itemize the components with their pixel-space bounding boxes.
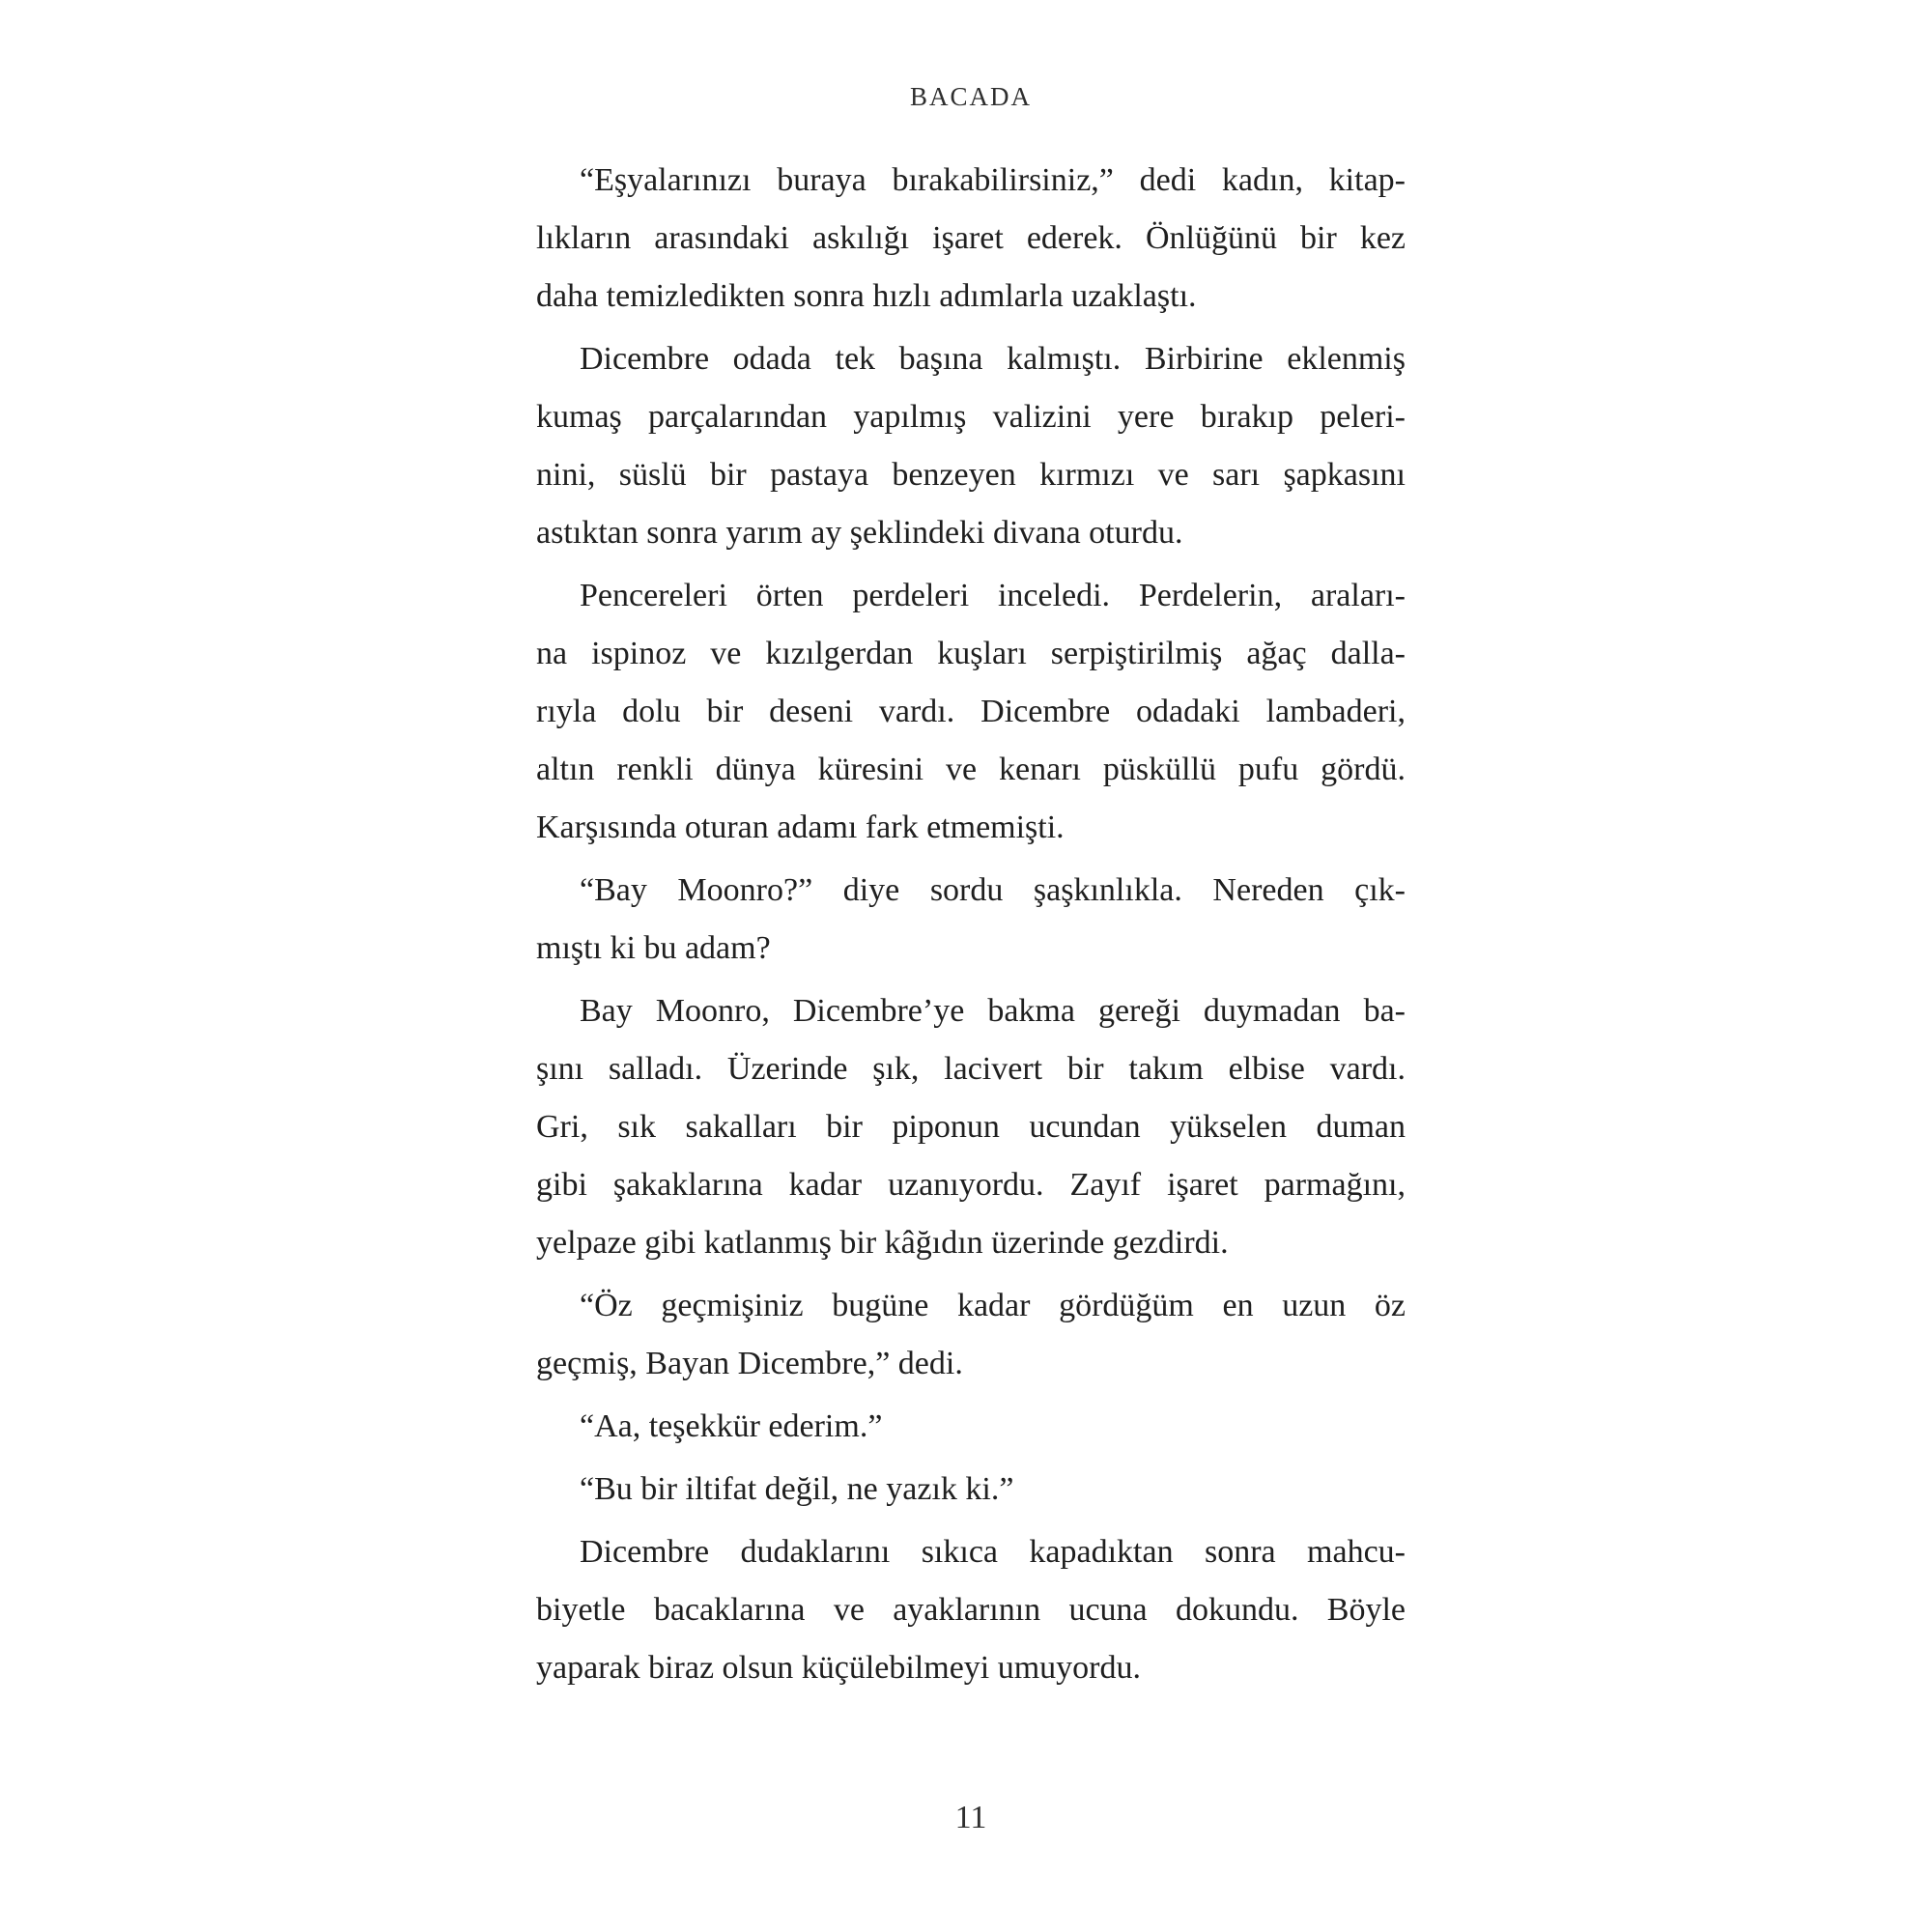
page-number: 11 bbox=[954, 1800, 987, 1835]
text-line: şını salladı. Üzerinde şık, lacivert bir takım elbise vardı. bbox=[536, 1051, 1406, 1087]
text-line: na ispinoz ve kızılgerdan kuşları serpiştirilmiş ağaç dalla- bbox=[536, 636, 1406, 671]
text-line: “Öz geçmişiniz bugüne kadar gördüğüm en uzun öz bbox=[580, 1288, 1406, 1323]
text-line: Pencereleri örten perdeleri inceledi. Perdelerin, araları- bbox=[580, 578, 1406, 613]
paragraph bbox=[536, 330, 1406, 562]
text-line: mıştı ki bu adam? bbox=[536, 930, 771, 966]
text-line: Dicembre odada tek başına kalmıştı. Birbirine eklenmiş bbox=[580, 341, 1406, 377]
text-line: Bay Moonro, Dicembre’ye bakma gereği duymadan ba- bbox=[580, 993, 1406, 1029]
text-line: “Bay Moonro?” diye sordu şaşkınlıkla. Nereden çık- bbox=[580, 872, 1406, 908]
text-line: yaparak biraz olsun küçülebilmeyi umuyordu. bbox=[536, 1650, 1141, 1686]
paragraph bbox=[536, 1523, 1406, 1697]
text-line: Dicembre dudaklarını sıkıca kapadıktan sonra mahcu- bbox=[580, 1534, 1406, 1570]
text-line: kumaş parçalarından yapılmış valizini yere bırakıp peleri- bbox=[536, 399, 1406, 435]
text-line: gibi şakaklarına kadar uzanıyordu. Zayıf işaret parmağını, bbox=[536, 1167, 1406, 1203]
paragraph bbox=[536, 862, 1406, 978]
text-line: yelpaze gibi katlanmış bir kâğıdın üzerinde gezdirdi. bbox=[536, 1225, 1229, 1261]
paragraph bbox=[536, 567, 1406, 857]
text-line: Karşısında oturan adamı fark etmemişti. bbox=[536, 810, 1065, 845]
text-line: rıyla dolu bir deseni vardı. Dicembre odadaki lambaderi, bbox=[536, 694, 1406, 729]
text-line: “Eşyalarınızı buraya bırakabilirsiniz,” dedi kadın, kitap- bbox=[580, 162, 1406, 198]
paragraph bbox=[536, 982, 1406, 1272]
text-line: lıkların arasındaki askılığı işaret ederek. Önlüğünü bir kez bbox=[536, 220, 1406, 256]
text-line: Gri, sık sakalları bir piponun ucundan yükselen duman bbox=[536, 1109, 1406, 1145]
text-line: “Aa, teşekkür ederim.” bbox=[580, 1408, 883, 1444]
paragraph bbox=[536, 1277, 1406, 1393]
text-line: astıktan sonra yarım ay şeklindeki divana oturdu. bbox=[536, 515, 1183, 551]
text-line: “Bu bir iltifat değil, ne yazık ki.” bbox=[580, 1471, 1014, 1507]
paragraph bbox=[536, 1461, 1406, 1519]
paragraph bbox=[536, 1398, 1406, 1456]
text-line: nini, süslü bir pastaya benzeyen kırmızı ve sarı şapkasını bbox=[536, 457, 1406, 493]
running-header: BACADA bbox=[909, 82, 1032, 111]
body-text bbox=[536, 152, 1406, 1702]
text-line: biyetle bacaklarına ve ayaklarının ucuna dokundu. Böyle bbox=[536, 1592, 1406, 1628]
text-line: daha temizledikten sonra hızlı adımlarla uzaklaştı. bbox=[536, 278, 1197, 314]
paragraph bbox=[536, 152, 1406, 326]
text-line: geçmiş, Bayan Dicembre,” dedi. bbox=[536, 1346, 963, 1381]
text-line: altın renkli dünya küresini ve kenarı püsküllü pufu gördü. bbox=[536, 752, 1406, 787]
